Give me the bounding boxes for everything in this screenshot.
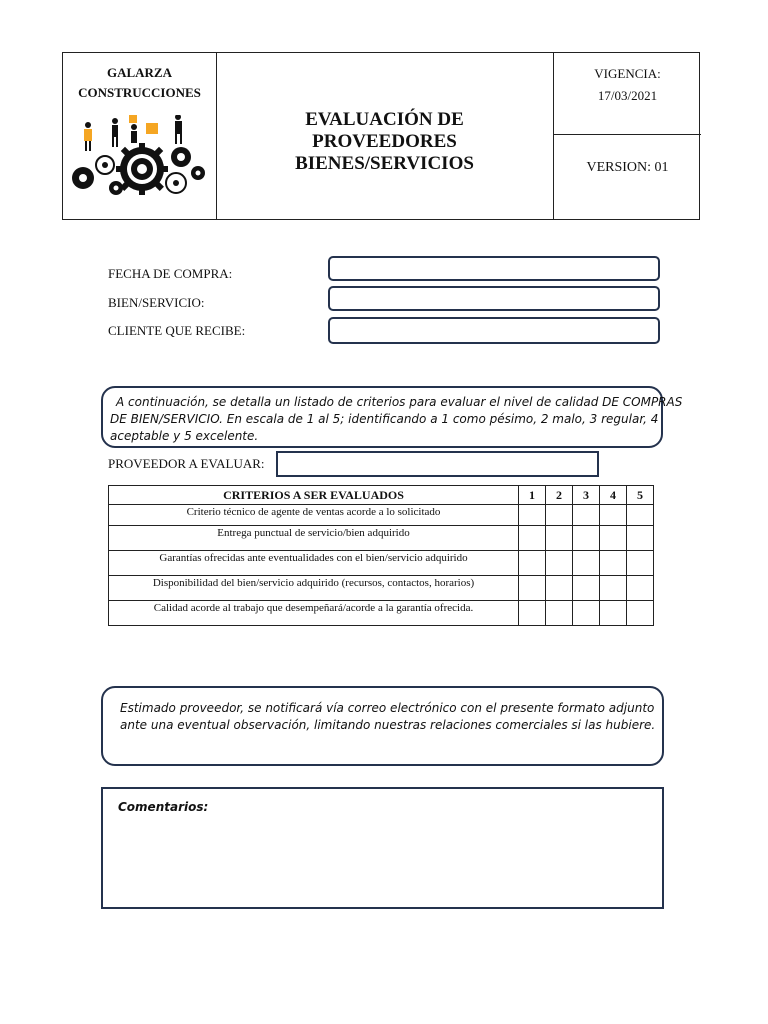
criterion-text: Disponibilidad del bien/servicio adquirido (recursos, contactos, horarios) (109, 576, 519, 601)
criteria-table (108, 485, 654, 626)
vigencia-cell (554, 53, 701, 135)
notice-line2: ante una eventual observación, limitando nuestras relaciones comerciales si las hubiere. (120, 718, 656, 732)
score-cell[interactable] (546, 601, 573, 626)
criterion-text: Garantías ofrecidas ante eventualidades con el bien/servicio adquirido (109, 551, 519, 576)
score-cell[interactable] (519, 505, 546, 526)
table-row (109, 505, 654, 526)
score-header-4: 4 (600, 486, 627, 505)
company-name-line1: GALARZA (106, 65, 172, 80)
score-cell[interactable] (627, 601, 654, 626)
comments-label: Comentarios: (118, 800, 209, 814)
criterion-text: Criterio técnico de agente de ventas acorde a lo solicitado (109, 505, 519, 526)
score-cell[interactable] (519, 576, 546, 601)
provider-label: PROVEEDOR A EVALUAR: (108, 456, 265, 471)
criteria-header: CRITERIOS A SER EVALUADOS (109, 486, 519, 505)
score-cell[interactable] (546, 551, 573, 576)
score-cell[interactable] (519, 601, 546, 626)
bien-servicio-field[interactable] (328, 286, 660, 311)
score-cell[interactable] (573, 576, 600, 601)
company-cell (63, 53, 217, 219)
score-cell[interactable] (546, 505, 573, 526)
vigencia-label: VIGENCIA: (594, 66, 661, 81)
intro-note (101, 386, 683, 448)
criterion-text: Entrega punctual de servicio/bien adquirido (109, 526, 519, 551)
score-header-5: 5 (627, 486, 654, 505)
score-cell[interactable] (600, 576, 627, 601)
form-title-line3: BIENES/SERVICIOS (295, 153, 474, 174)
form-title-line2: PROVEEDORES (312, 131, 457, 152)
fecha-compra-field[interactable] (328, 256, 660, 281)
intro-line1: A continuación, se detalla un listado de criterios para evaluar el nivel de calidad DE COMPRAS (116, 395, 683, 409)
score-cell[interactable] (600, 601, 627, 626)
score-cell[interactable] (519, 526, 546, 551)
score-cell[interactable] (573, 551, 600, 576)
table-row (109, 526, 654, 551)
intro-line3: aceptable y 5 excelente. (110, 429, 259, 443)
score-cell[interactable] (573, 505, 600, 526)
intro-line2: DE BIEN/SERVICIO. En escala de 1 al 5; identificando a 1 como pésimo, 2 malo, 3 regular, 4 (110, 412, 659, 426)
provider-field[interactable] (276, 451, 599, 477)
supplier-notice (101, 686, 664, 766)
score-cell[interactable] (600, 526, 627, 551)
gears-workers-logo-icon (68, 115, 208, 199)
score-cell[interactable] (627, 526, 654, 551)
score-cell[interactable] (519, 551, 546, 576)
company-name-line2: CONSTRUCCIONES (78, 85, 201, 100)
table-row (109, 551, 654, 576)
criterion-text: Calidad acorde al trabajo que desempeñará/acorde a la garantía ofrecida. (109, 601, 519, 626)
score-header-3: 3 (573, 486, 600, 505)
version-label: VERSION: 01 (586, 160, 669, 175)
bien-servicio-label: BIEN/SERVICIO: (108, 295, 205, 310)
table-header-row (109, 486, 654, 505)
table-row (109, 601, 654, 626)
vigencia-date: 17/03/2021 (597, 88, 658, 103)
fecha-compra-label: FECHA DE COMPRA: (108, 266, 233, 281)
score-cell[interactable] (627, 505, 654, 526)
score-cell[interactable] (546, 576, 573, 601)
version-cell (553, 53, 701, 219)
score-header-1: 1 (519, 486, 546, 505)
score-cell[interactable] (573, 601, 600, 626)
cliente-label: CLIENTE QUE RECIBE: (108, 323, 246, 338)
comments-box[interactable] (101, 787, 664, 909)
notice-line1: Estimado proveedor, se notificará vía correo electrónico con el presente formato adjunto (120, 701, 655, 715)
score-cell[interactable] (627, 551, 654, 576)
table-row (109, 576, 654, 601)
score-cell[interactable] (546, 526, 573, 551)
score-cell[interactable] (600, 505, 627, 526)
score-cell[interactable] (627, 576, 654, 601)
cliente-field[interactable] (328, 317, 660, 344)
form-title-line1: EVALUACIÓN DE (305, 109, 464, 130)
score-cell[interactable] (600, 551, 627, 576)
score-cell[interactable] (573, 526, 600, 551)
score-header-2: 2 (546, 486, 573, 505)
document-header (62, 52, 700, 220)
